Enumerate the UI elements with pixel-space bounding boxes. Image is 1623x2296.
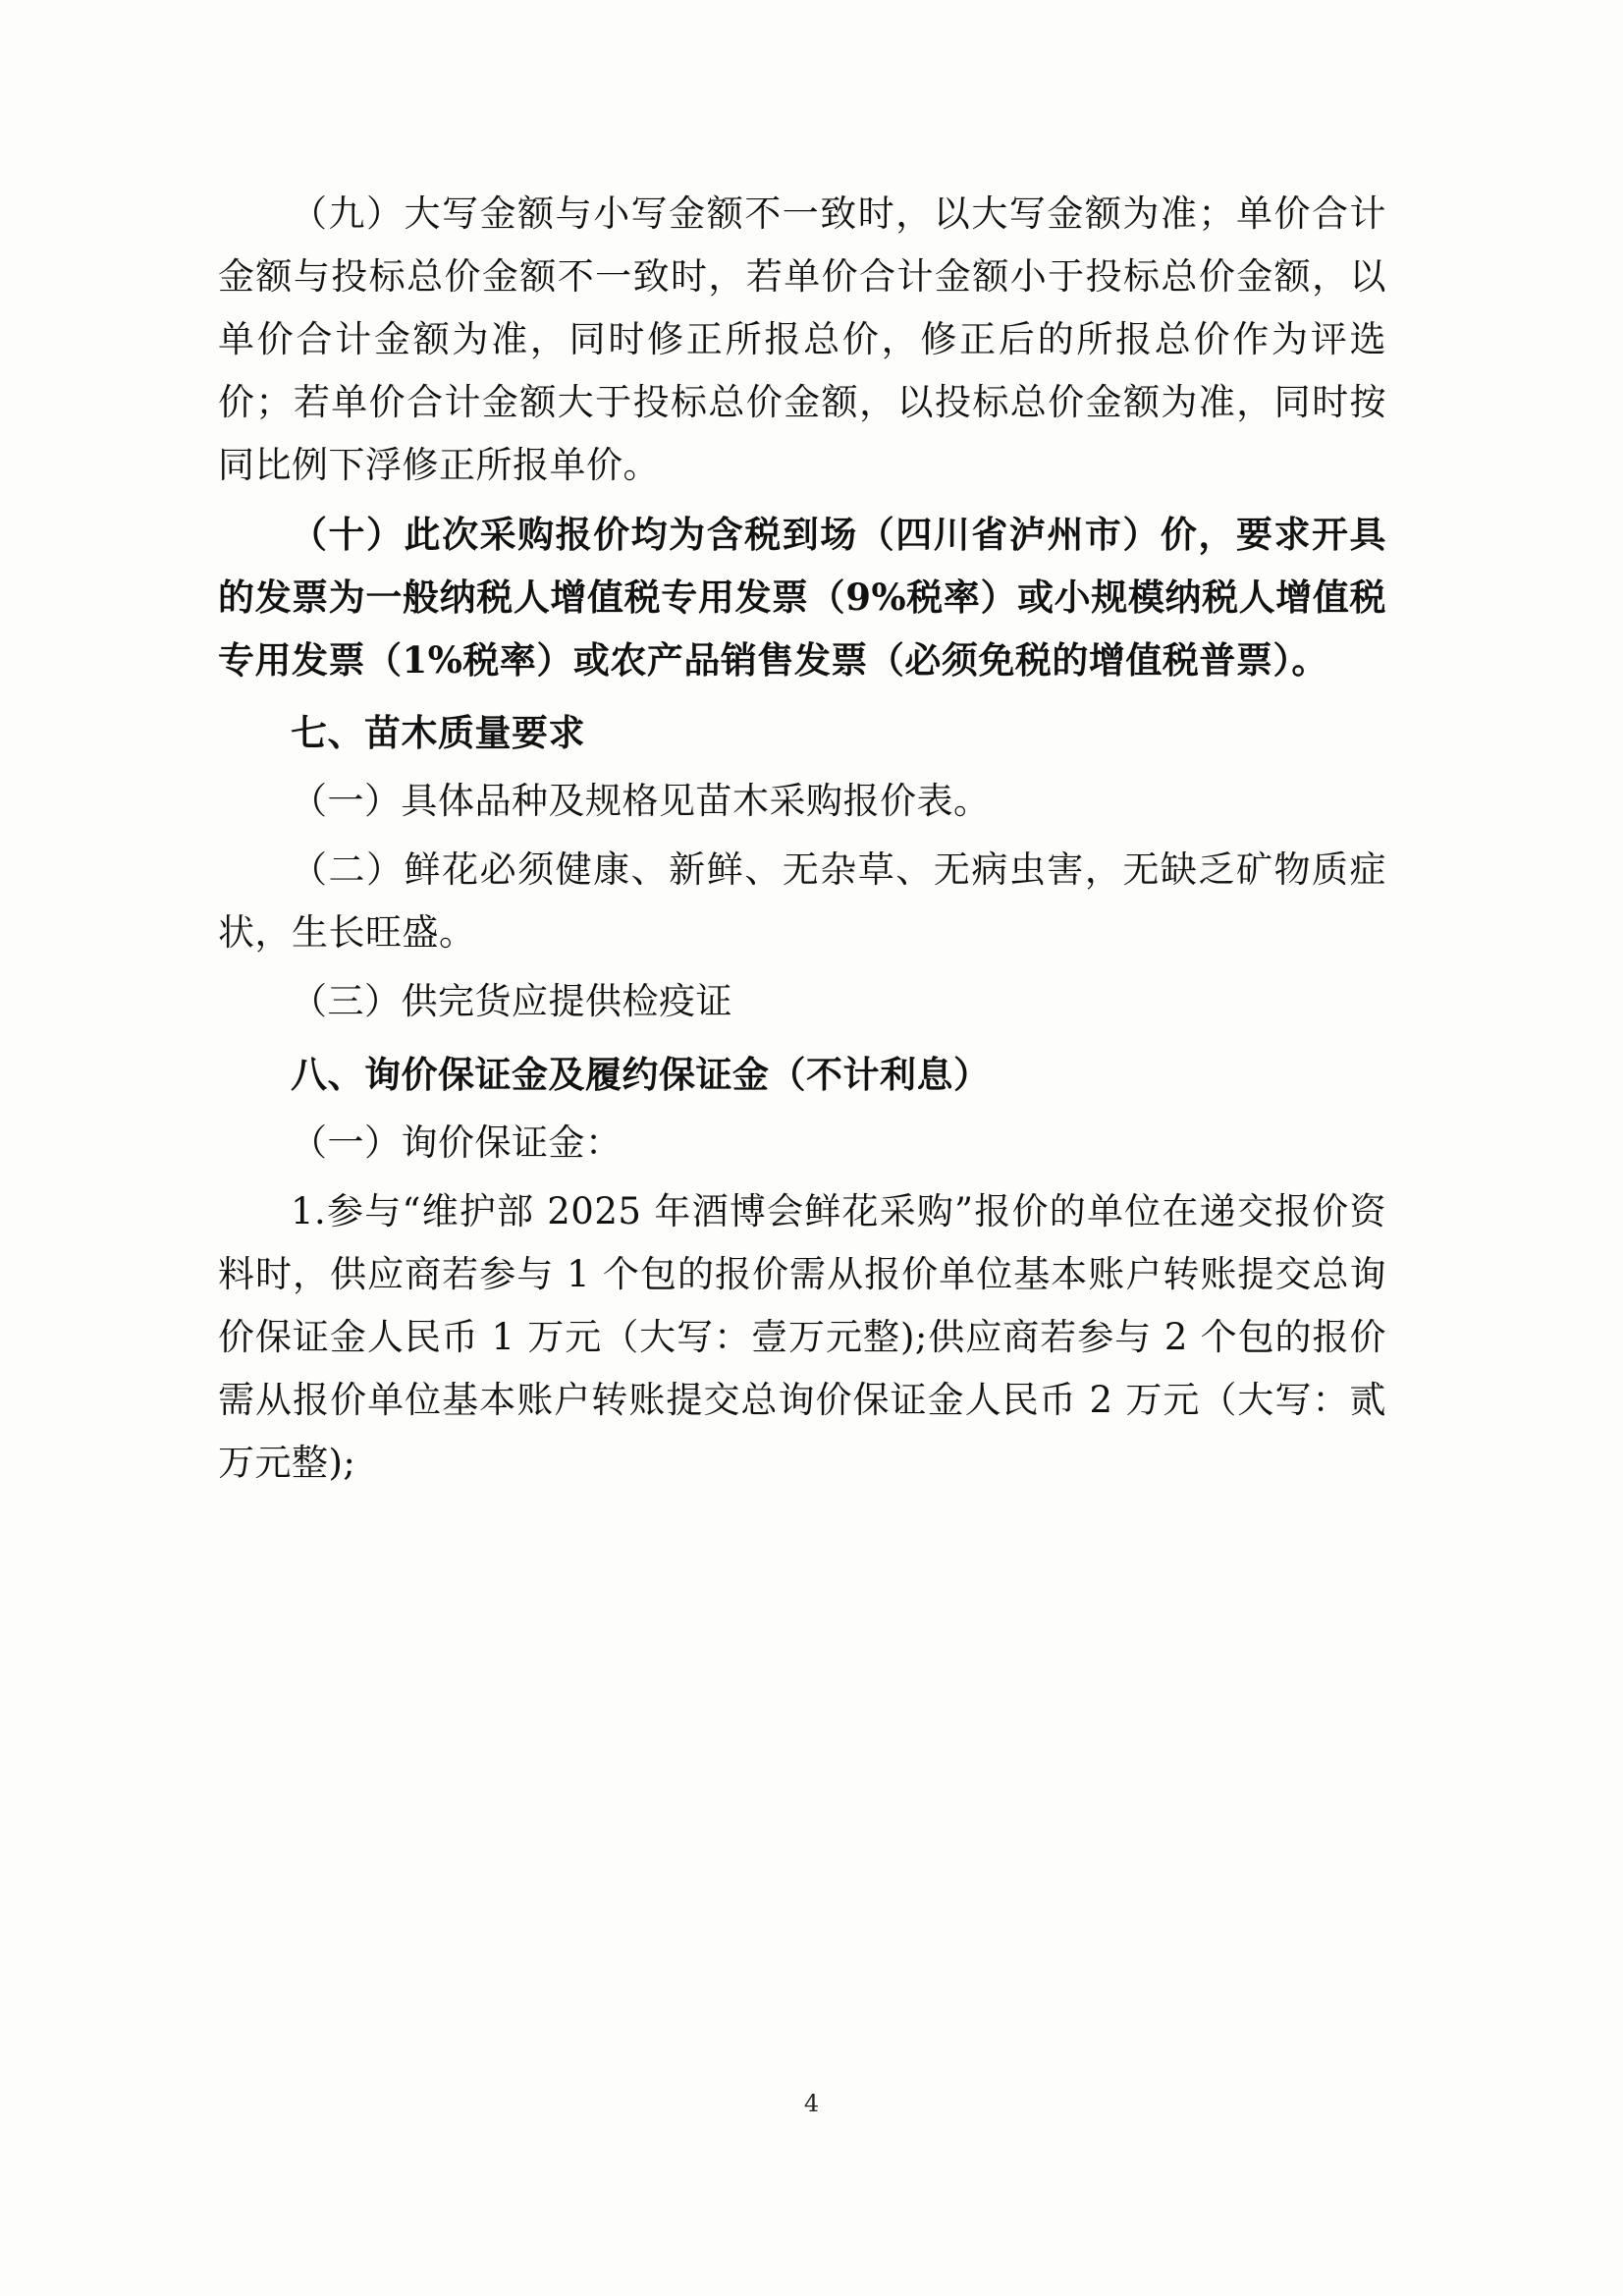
paragraph-seven-one: （一）具体品种及规格见苗木采购报价表。: [291, 780, 991, 822]
document-body: [218, 183, 1386, 1495]
section-heading-seven: 七、苗木质量要求: [291, 711, 585, 754]
paragraph-ten: （十）此次采购报价均为含税到场（四川省泸州市）价，要求开具的发票为一般纳税人增值税专用发票（9%税率）或小规模纳税人增值税专用发票（1%税率）或农产品销售发票（必须免税的增值税普票）。: [218, 513, 1386, 682]
paragraph-eight-one: （一）询价保证金：: [291, 1121, 622, 1164]
section-heading-eight: 八、询价保证金及履约保证金（不计利息）: [291, 1053, 991, 1096]
page-number: 4: [803, 2090, 820, 2117]
paragraph-seven-two: （二）鲜花必须健康、新鲜、无杂草、无病虫害，无缺乏矿物质症状，生长旺盛。: [218, 848, 1386, 954]
paragraph-seven-three: （三）供完货应提供检疫证: [291, 980, 732, 1022]
paragraph-eight-one-item-1: 1.参与“维护部 2025 年酒博会鲜花采购”报价的单位在递交报价资料时，供应商若参与 1 个包的报价需从报价单位基本账户转账提交总询价保证金人民币 1 万元（大写：壹万元整);供应商若参与 2 个包的报价需从报价单位基本账户转账提交总询价保证金人民币 2 万元（大写：贰万元整);: [218, 1190, 1386, 1484]
paragraph-nine: （九）大写金额与小写金额不一致时，以大写金额为准；单价合计金额与投标总价金额不一致时，若单价合计金额小于投标总价金额，以单价合计金额为准，同时修正所报总价，修正后的所报总价作为评选价；若单价合计金额大于投标总价金额，以投标总价金额为准，同时按同比例下浮修正所报单价。: [218, 192, 1386, 486]
